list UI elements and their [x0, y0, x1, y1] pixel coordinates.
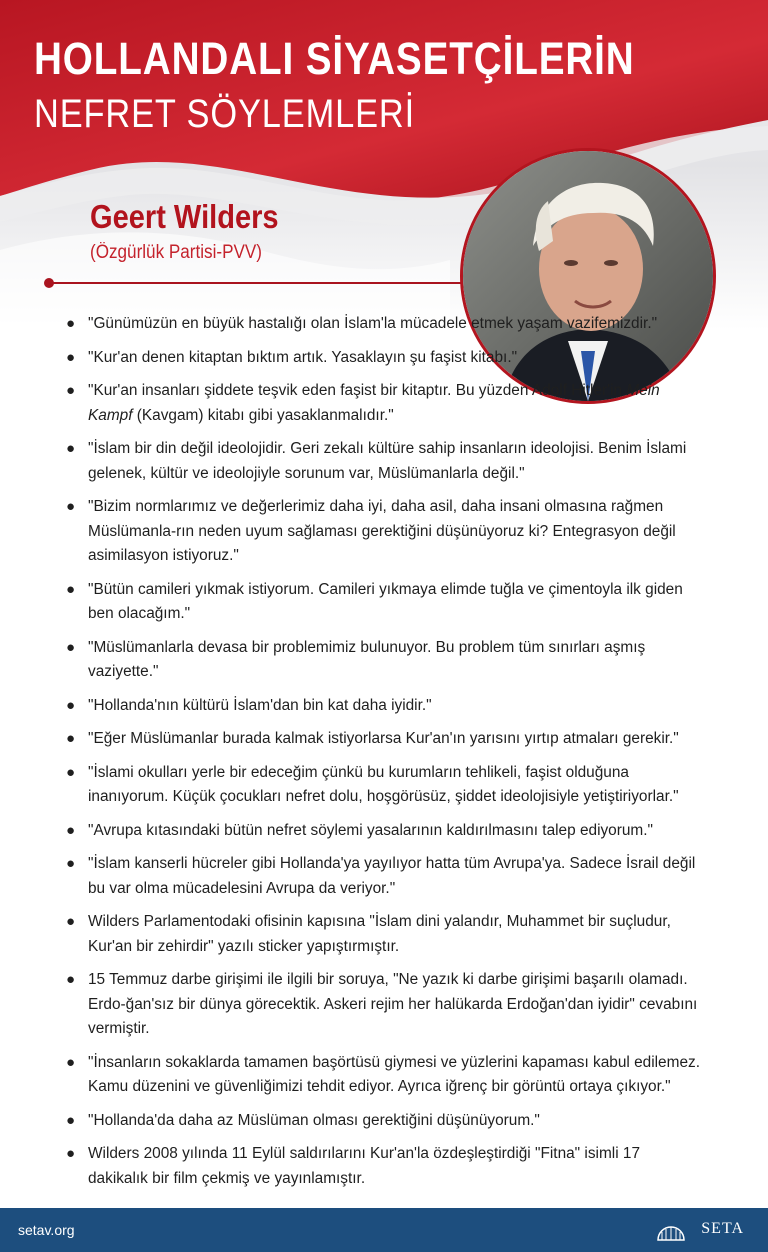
- quote-text: Wilders 2008 yılında 11 Eylül saldırılarını Kur'an'la özdeşleştirdiği "Fitna" isimli 17 dakikalık bir film çekmiş ve yayınlamıştır.: [88, 1145, 641, 1187]
- quote-list: [64, 312, 704, 1200]
- list-item: [64, 761, 704, 810]
- person-party: (Özgürlük Partisi-PVV): [90, 242, 262, 263]
- list-item: [64, 1051, 704, 1100]
- quote-text: "İslam kanserli hücreler gibi Hollanda'ya yayılıyor hatta tüm Avrupa'ya. Sadece İsrail değil bu var olma mücadelesini Avrupa da veriyor.": [88, 855, 696, 897]
- list-item: [64, 437, 704, 486]
- list-item: [64, 312, 704, 337]
- quote-text: "Hollanda'nın kültürü İslam'dan bin kat daha iyidir.": [88, 696, 432, 714]
- quote-text: 15 Temmuz darbe girişimi ile ilgili bir soruya, "Ne yazık ki darbe girişimi başarılı olamadı. Erdo-ğan'sız bir dünya görecektik. Askeri rejim her halükarda Erdoğan'dan iyidir" cevabını vermiştir.: [88, 971, 698, 1037]
- list-item: [64, 1109, 704, 1134]
- quote-text: "Müslümanlarla devasa bir problemimiz bulunuyor. Bu problem tüm sınırları aşmış vaziyette.": [88, 638, 646, 680]
- quote-text: "Avrupa kıtasındaki bütün nefret söylemi yasalarının kaldırılmasını talep ediyorum.": [88, 821, 653, 839]
- list-item: [64, 578, 704, 627]
- bullet-icon: ●: [66, 821, 76, 839]
- quote-text: "İslam bir din değil ideolojidir. Geri zekalı kültüre sahip insanların ideolojisi. Benim İslami gelenek, kültür ve ideolojiyle sorunum var, Müslümanlarla değil.": [88, 440, 687, 482]
- quote-text: "Bütün camileri yıkmak istiyorum. Camileri yıkmaya elimde tuğla ve çimentoyla ilk giden ben olacağım.": [88, 580, 683, 622]
- quote-text: "Günümüzün en büyük hastalığı olan İslam'la mücadele etmek yaşam vazifemizdir.": [88, 315, 658, 332]
- bullet-icon: ●: [66, 971, 76, 988]
- list-item: [64, 694, 704, 719]
- quote-text: Wilders Parlamentodaki ofisinin kapısına "İslam dini yalandır, Muhammet bir suçludur, Kur'an bir zehirdir" yazılı sticker yapıştırmıştır.: [88, 913, 671, 955]
- list-item: [64, 852, 704, 901]
- quote-text: "Kur'an denen kitaptan bıktım artık. Yasaklayın şu faşist kitabı.": [88, 348, 518, 366]
- list-item: [64, 968, 704, 1042]
- bullet-icon: ●: [66, 638, 76, 656]
- page-subtitle: NEFRET SÖYLEMLERİ: [34, 92, 416, 136]
- person-name: Geert Wilders: [90, 198, 279, 235]
- book-title: Mein Kampf: [88, 382, 660, 424]
- seta-dome-icon: [656, 1218, 686, 1242]
- bullet-icon: ●: [66, 580, 76, 598]
- quote-text-before: "Kur'an insanları şiddete teşvik eden faşist bir kitaptır. Bu yüzden Adolf Hitler'in: [88, 382, 627, 399]
- bullet-icon: ●: [66, 696, 76, 714]
- quote-text: "İnsanların sokaklarda tamamen başörtüsü giymesi ve yüzlerini kapaması kabul edilemez. Kamu düzenini ve güvenliğimizi tehdit ediyor. Ayrıca iğrenç bir görüntü ortaya çıkıyor.": [88, 1053, 700, 1095]
- bullet-icon: ●: [66, 1145, 76, 1162]
- list-item: [64, 636, 704, 685]
- bullet-icon: ●: [66, 382, 76, 399]
- footer-brand: SETA: [701, 1220, 744, 1237]
- bullet-icon: ●: [66, 1053, 76, 1071]
- list-item: [64, 346, 704, 371]
- bullet-icon: ●: [66, 730, 76, 747]
- quote-text: "İslami okulları yerle bir edeceğim çünkü bu kurumların tehlikeli, faşist olduğuna inanıyorum. Küçük çocukları nefret dolu, hoşgörüsüz, şiddet ideolojisiyle yetiştiriyorlar.": [88, 763, 679, 805]
- list-item: [64, 495, 704, 569]
- bullet-icon: ●: [66, 348, 76, 366]
- bullet-icon: ●: [66, 498, 76, 515]
- list-item: [64, 910, 704, 959]
- bullet-icon: ●: [66, 1111, 76, 1129]
- bullet-icon: ●: [66, 315, 76, 332]
- bullet-icon: ●: [66, 913, 76, 930]
- bullet-icon: ●: [66, 855, 76, 872]
- footer-website-link[interactable]: setav.org: [18, 1222, 75, 1238]
- bullet-icon: ●: [66, 440, 76, 457]
- list-item: [64, 1142, 704, 1191]
- divider-line: [50, 282, 480, 284]
- quote-text: "Eğer Müslümanlar burada kalmak istiyorlarsa Kur'an'ın yarısını yırtıp atmaları gerekir.": [88, 730, 679, 747]
- bullet-icon: ●: [66, 763, 76, 781]
- footer-bar: [0, 1208, 768, 1252]
- quote-text: "Bizim normlarımız ve değerlerimiz daha iyi, daha asil, daha insani olmasına rağmen Müslümanla-rın neden uyum sağlaması gerektiğini düşünüyoruz ki? Entegrasyon değil asimilasyon istiyoruz.": [88, 498, 676, 564]
- list-item: [64, 379, 704, 428]
- page-title: HOLLANDALI SİYASETÇİLERİN: [34, 33, 635, 84]
- list-item: [64, 819, 704, 844]
- quote-text-after: (Kavgam) kitabı gibi yasaklanmalıdır.": [132, 406, 394, 424]
- list-item: [64, 727, 704, 752]
- quote-text: "Hollanda'da daha az Müslüman olması gerektiğini düşünüyorum.": [88, 1111, 540, 1129]
